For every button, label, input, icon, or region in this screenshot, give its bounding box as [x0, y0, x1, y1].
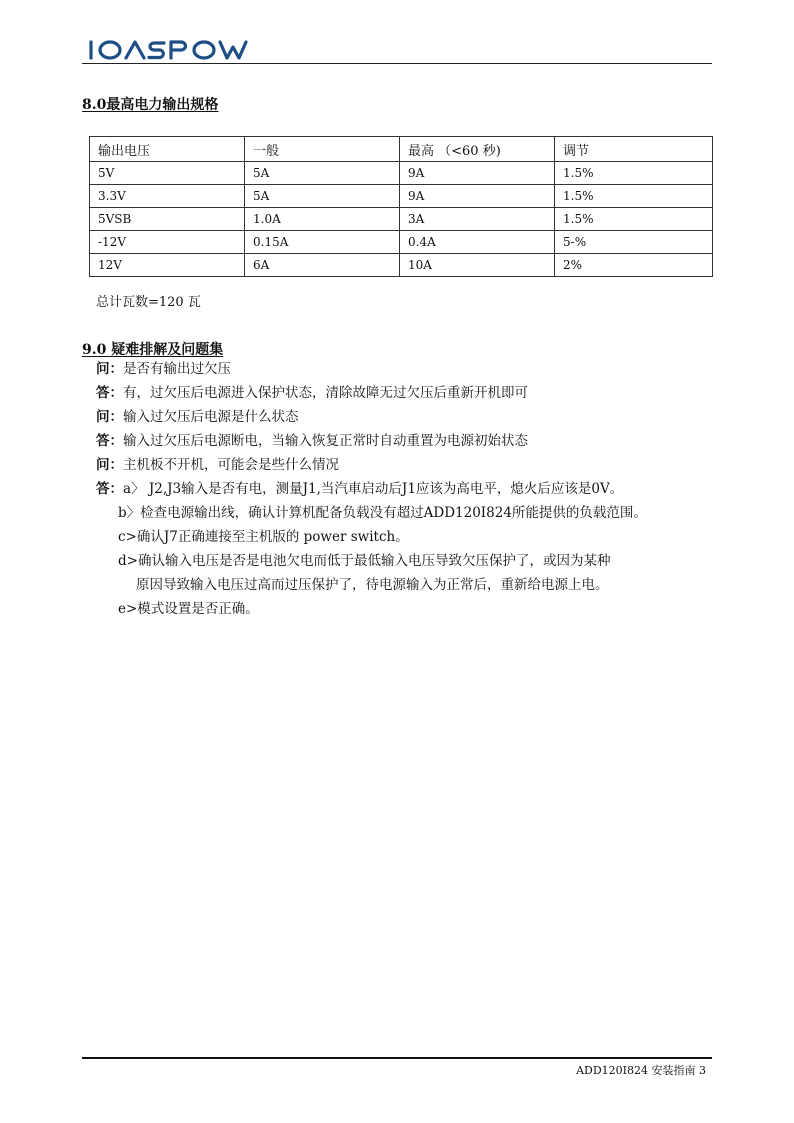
table-cell: 3.3V — [90, 185, 245, 208]
answer-item-b: b〉检查电源输出线，确认计算机配备负载没有超过ADD120I824所能提供的负载范围。 — [118, 505, 647, 521]
answer-line — [96, 477, 716, 501]
answer-item-c: c>确认J7正确連接至主机版的 power switch。 — [118, 529, 409, 545]
table-cell: 5V — [90, 162, 245, 185]
answer-item-d-continued: 原因导致输入电压过高而过压保护了，待电源输入为正常后，重新给电源上电。 — [136, 577, 609, 593]
answer-text: 有，过欠压后电源进入保护状态，清除故障无过欠压后重新开机即可 — [123, 385, 528, 401]
table-row — [90, 162, 713, 185]
answer-item-d: d>确认输入电压是否是电池欠电而低于最低输入电压导致欠压保护了，或因为某种 — [118, 553, 611, 569]
table-cell: 5A — [245, 185, 400, 208]
section-8-title: 8.0最高电力输出规格 — [82, 97, 219, 113]
table-cell: 0.4A — [400, 231, 555, 254]
table-cell: 0.15A — [245, 231, 400, 254]
table-cell: 1.5% — [555, 185, 713, 208]
answer-item-a: a〉 J2,J3输入是否有电，测量J1,当汽車启动后J1应该为高电平，熄火后应该是0V。 — [123, 481, 624, 497]
table-cell: 3A — [400, 208, 555, 231]
table-row — [90, 208, 713, 231]
column-header: 调节 — [555, 137, 713, 162]
section-9-title: 9.0 疑难排解及问题集 — [82, 342, 224, 358]
table-cell: -12V — [90, 231, 245, 254]
question-line — [96, 357, 716, 381]
brand-logo — [88, 38, 260, 62]
table-cell: 6A — [245, 254, 400, 277]
answer-text: 输入过欠压后电源断电，当输入恢复正常时自动重置为电源初始状态 — [123, 433, 528, 449]
answer-item-e: e>模式设置是否正确。 — [118, 601, 259, 617]
page-footer: ADD120I824 安装指南 3 — [576, 1064, 706, 1077]
table-cell: 1.5% — [555, 162, 713, 185]
column-header: 输出电压 — [90, 137, 245, 162]
table-cell: 10A — [400, 254, 555, 277]
answer-line — [96, 429, 716, 453]
question-text: 是否有输出过欠压 — [123, 361, 231, 377]
answer-line — [96, 381, 716, 405]
table-row — [90, 254, 713, 277]
footer-rule — [82, 1057, 712, 1059]
answer-label: 答： — [96, 433, 123, 449]
table-cell: 5VSB — [90, 208, 245, 231]
table-cell: 5A — [245, 162, 400, 185]
faq-list — [96, 357, 716, 621]
question-label: 问： — [96, 361, 123, 377]
table-cell: 1.0A — [245, 208, 400, 231]
table-cell: 5-% — [555, 231, 713, 254]
column-header: 一般 — [245, 137, 400, 162]
table-cell: 12V — [90, 254, 245, 277]
question-label: 问： — [96, 409, 123, 425]
table-cell: 9A — [400, 162, 555, 185]
table-header-row — [90, 137, 713, 162]
question-label: 问： — [96, 457, 123, 473]
table-row — [90, 231, 713, 254]
question-text: 主机板不开机，可能会是些什么情况 — [123, 457, 339, 473]
question-line — [96, 453, 716, 477]
answer-label: 答： — [96, 385, 123, 401]
table-cell: 2% — [555, 254, 713, 277]
column-header: 最高 （<60 秒) — [400, 137, 555, 162]
total-wattage: 总计瓦数=120 瓦 — [96, 295, 201, 310]
question-text: 输入过欠压后电源是什么状态 — [123, 409, 299, 425]
table-row — [90, 185, 713, 208]
question-line — [96, 405, 716, 429]
header-rule — [82, 63, 712, 64]
output-spec-table — [89, 136, 713, 277]
table-cell: 1.5% — [555, 208, 713, 231]
answer-label: 答： — [96, 481, 123, 497]
table-cell: 9A — [400, 185, 555, 208]
